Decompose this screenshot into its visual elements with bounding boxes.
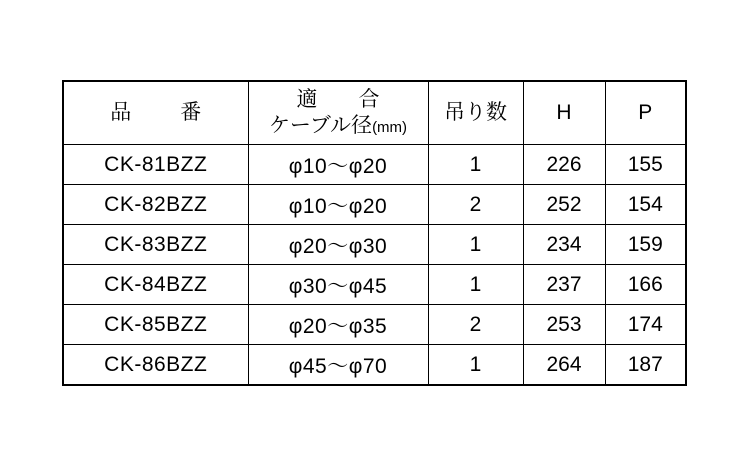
column-header-h: H (523, 81, 605, 145)
spec-table-container (62, 80, 687, 386)
header-row (63, 81, 686, 145)
table-row (63, 305, 686, 345)
cell-part-number: CK-82BZZ (63, 185, 248, 225)
cell-h: 237 (523, 265, 605, 305)
cell-hang-count: 1 (428, 265, 523, 305)
cell-h: 252 (523, 185, 605, 225)
table-row (63, 145, 686, 185)
column-header-cable-diameter-line1: 適 合 (296, 88, 390, 112)
specification-table (62, 80, 687, 386)
cell-cable-diameter: φ30〜φ45 (248, 265, 428, 305)
column-header-cable-diameter (248, 81, 428, 145)
cell-p: 174 (605, 305, 686, 345)
cell-part-number: CK-84BZZ (63, 265, 248, 305)
table-row (63, 265, 686, 305)
cell-cable-diameter: φ10〜φ20 (248, 145, 428, 185)
column-header-cable-diameter-unit: (mm) (372, 119, 408, 136)
cell-hang-count: 1 (428, 225, 523, 265)
cell-hang-count: 2 (428, 185, 523, 225)
cell-h: 234 (523, 225, 605, 265)
table-header (63, 81, 686, 145)
cell-cable-diameter: φ10〜φ20 (248, 185, 428, 225)
cell-hang-count: 1 (428, 145, 523, 185)
cell-h: 253 (523, 305, 605, 345)
cell-part-number: CK-85BZZ (63, 305, 248, 345)
cell-cable-diameter: φ20〜φ35 (248, 305, 428, 345)
column-header-part-number (63, 81, 248, 145)
cell-hang-count: 2 (428, 305, 523, 345)
cell-hang-count: 1 (428, 345, 523, 386)
table-row (63, 185, 686, 225)
cell-part-number: CK-86BZZ (63, 345, 248, 386)
cell-h: 226 (523, 145, 605, 185)
cell-p: 166 (605, 265, 686, 305)
column-header-part-number-label: 品 番 (110, 101, 216, 125)
column-header-cable-diameter-line2 (249, 113, 428, 139)
cell-part-number: CK-81BZZ (63, 145, 248, 185)
table-body (63, 145, 686, 386)
cell-cable-diameter: φ45〜φ70 (248, 345, 428, 386)
column-header-cable-diameter-text: ケーブル径 (268, 114, 373, 137)
column-header-hang-count: 吊り数 (428, 81, 523, 145)
table-row (63, 225, 686, 265)
table-row (63, 345, 686, 386)
cell-part-number: CK-83BZZ (63, 225, 248, 265)
cell-p: 159 (605, 225, 686, 265)
column-header-p: P (605, 81, 686, 145)
cell-p: 155 (605, 145, 686, 185)
cell-p: 154 (605, 185, 686, 225)
cell-p: 187 (605, 345, 686, 386)
cell-cable-diameter: φ20〜φ30 (248, 225, 428, 265)
cell-h: 264 (523, 345, 605, 386)
